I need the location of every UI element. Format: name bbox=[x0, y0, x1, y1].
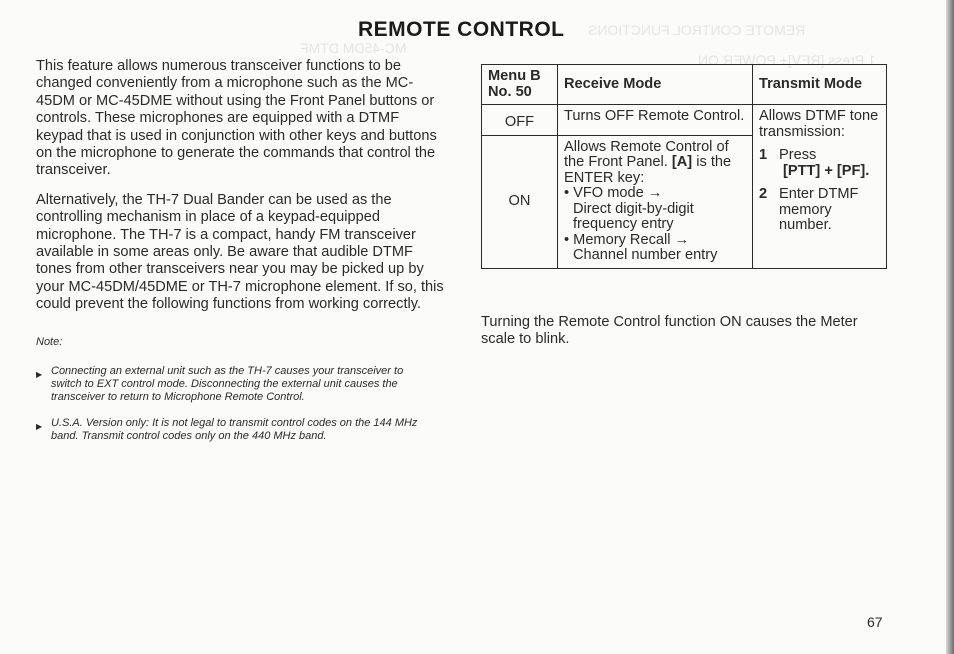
vfo-mode-detail: Direct digit-by-digit frequency entry bbox=[573, 200, 694, 232]
on-receive-cell bbox=[558, 135, 753, 268]
alternative-paragraph: Alternatively, the TH-7 Dual Bander can be used as the controlling mechanism in place of a keypad-equipped microphone. The TH-7 is a compact, handy FM transceiver available in some areas only. Be aware that audible DTMF tones from other transceivers near you may be picked up by your MC-45DM/45DME or TH-7 microphone element. If so, this could prevent the following functions from working correctly. bbox=[36, 191, 444, 313]
note-label: Note: bbox=[36, 335, 63, 348]
enter-key-tail: is the ENTER key: bbox=[564, 154, 732, 186]
on-receive-intro: Allows Remote Control of the Front Panel. bbox=[564, 138, 729, 170]
transmit-step bbox=[759, 148, 880, 179]
note-text: Connecting an external unit such as the TH-7 causes your transceiver to switch to EXT control mode. Disconnecting the external unit causes the transceiver to return to Microphone Remote Control. bbox=[51, 365, 404, 404]
step-number: 2 bbox=[759, 186, 768, 202]
off-receive-cell: Turns OFF Remote Control. bbox=[558, 105, 753, 136]
menu-number: No. 50 bbox=[488, 83, 532, 100]
step-1-text: Press bbox=[779, 147, 817, 163]
menu-number-header bbox=[482, 65, 558, 105]
meter-scale-note: Turning the Remote Control function ON causes the Meter scale to blink. bbox=[481, 314, 858, 347]
left-column bbox=[36, 58, 446, 456]
menu-label: Menu B bbox=[488, 68, 541, 84]
transmit-step bbox=[759, 187, 880, 234]
memory-recall-bullet: • Memory Recall → bbox=[564, 231, 690, 248]
transmit-mode-header: Transmit Mode bbox=[753, 65, 887, 105]
remote-control-mode-table bbox=[481, 64, 887, 269]
memory-recall-detail: Channel number entry bbox=[573, 247, 718, 263]
note-item bbox=[36, 365, 431, 404]
page-edge-shadow bbox=[946, 0, 954, 654]
bleed-through-text: REMOTE CONTROL FUNCTIONS bbox=[588, 22, 806, 38]
step-number: 1 bbox=[759, 147, 768, 163]
step-1-keys: [PTT] + [PF]. bbox=[783, 162, 870, 179]
note-item bbox=[36, 417, 431, 443]
table-header-row bbox=[482, 65, 887, 105]
on-label: ON bbox=[482, 135, 558, 268]
triangle-bullet-icon: ▶ bbox=[36, 422, 43, 432]
vfo-mode-bullet: • VFO mode → bbox=[564, 185, 663, 201]
transmit-cell bbox=[753, 105, 887, 269]
note-text: U.S.A. Version only: It is not legal to transmit control codes on the 144 MHz band. Transmit control codes only on the 440 MHz band. bbox=[51, 417, 418, 443]
receive-mode-header: Receive Mode bbox=[558, 65, 753, 105]
page-number: 67 bbox=[867, 614, 883, 630]
bleed-through-text: 1 Press [REV]+ POWER ON bbox=[698, 52, 876, 68]
bleed-through-text: MC-45DM DTMF bbox=[300, 40, 407, 56]
page-title: REMOTE CONTROL bbox=[358, 18, 565, 41]
transmit-description: Allows DTMF tone transmission: bbox=[759, 108, 879, 140]
table-row-off bbox=[482, 105, 887, 136]
off-label: OFF bbox=[482, 105, 558, 136]
step-2-text: Enter DTMF memory number. bbox=[779, 186, 859, 233]
triangle-bullet-icon: ▶ bbox=[36, 370, 43, 380]
intro-paragraph: This feature allows numerous transceiver functions to be changed conveniently from a microphone such as the MC-45DM or MC-45DME without using the Front Panel buttons or controls. These microphones are equipped with a DTMF keypad that is used in conjunction with other keys and buttons on the microphone to generate the commands that control the transceiver. bbox=[36, 58, 437, 179]
step-text bbox=[779, 148, 869, 179]
enter-key-label: [A] bbox=[671, 154, 693, 170]
